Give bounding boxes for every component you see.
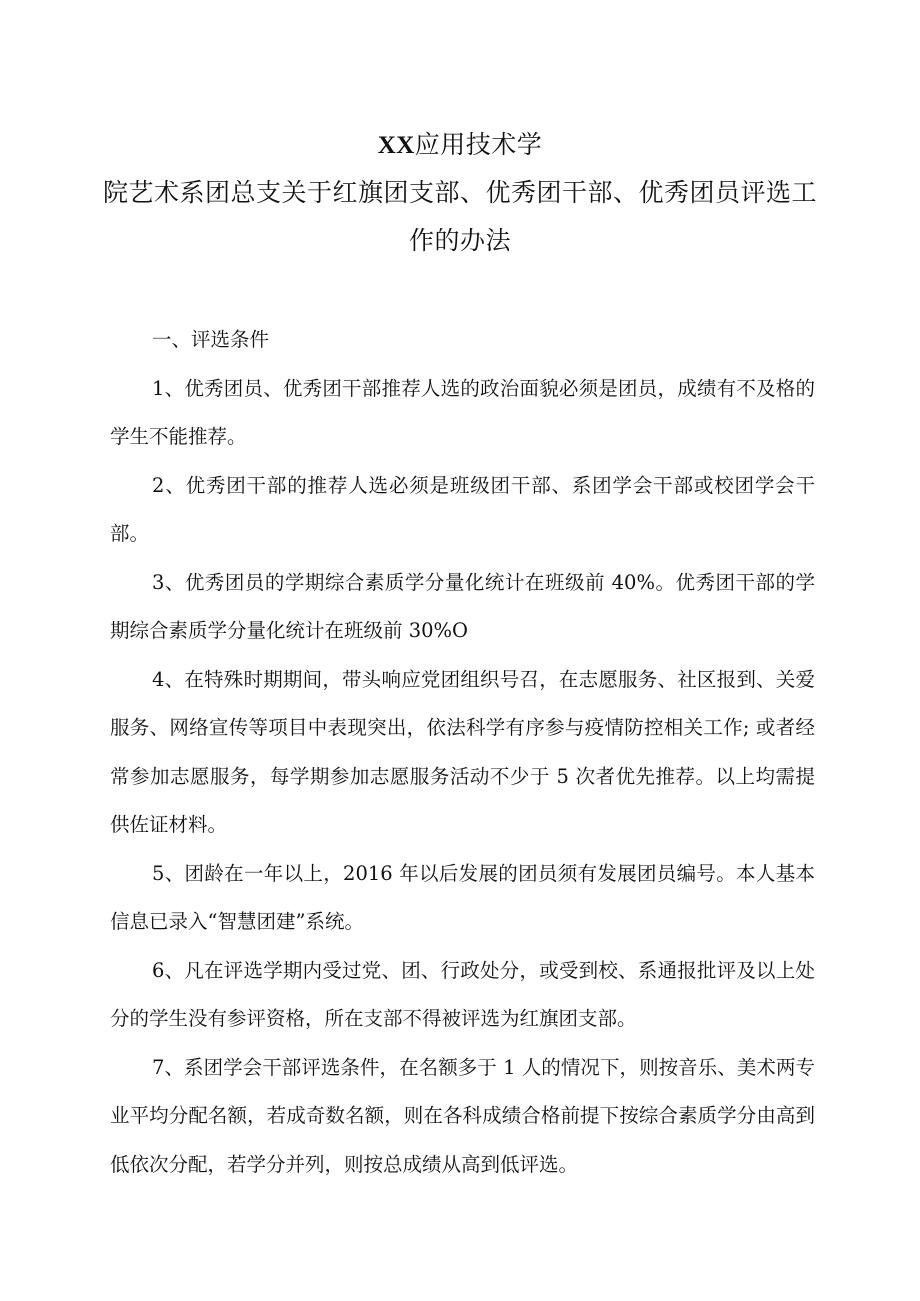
criterion-item: 1、优秀团员、优秀团干部推荐人选的政治面貌必须是团员，成绩有不及格的学生不能推荐。: [110, 376, 815, 448]
criterion-item: 3、优秀团员的学期综合素质学分量化统计在班级前 40%。优秀团干部的学期综合素质学分量化统计在班级前 30%O: [110, 570, 815, 642]
document-title-line-2: 院艺术系团总支关于红旗团支部、优秀团干部、优秀团员评选工: [102, 178, 817, 207]
criterion-item: 2、优秀团干部的推荐人选必须是班级团干部、系团学会干部或校团学会干部。: [110, 473, 815, 545]
document-body: [110, 316, 815, 1189]
document-title-line-1: [0, 121, 920, 170]
document-title-line-3: 作的办法: [408, 226, 511, 255]
criterion-item: 5、团龄在一年以上，2016 年以后发展的团员须有发展团员编号。本人基本信息已录入“智慧团建”系统。: [110, 861, 815, 933]
title-prefix: XX: [377, 132, 415, 159]
criterion-item: 4、在特殊时期期间，带头响应党团组织号召，在志愿服务、社区报到、关爱服务、网络宣传等项目中表现突出，依法科学有序参与疫情防控相关工作; 或者经常参加志愿服务，每学期参加志愿服务活动不少于 5 次者优先推荐。以上均需提供佐证材料。: [110, 667, 815, 836]
criterion-item: 7、系团学会干部评选条件，在名额多于 1 人的情况下，则按音乐、美术两专业平均分配名额，若成奇数名额，则在各科成绩合格前提下按综合素质学分由高到低依次分配，若学分并列，则按总成绩从高到低评选。: [110, 1055, 815, 1176]
title-line-1-text: 应用技术学: [414, 130, 543, 159]
criterion-item: 6、凡在评选学期内受过党、团、行政处分，或受到校、系通报批评及以上处分的学生没有参评资格，所在支部不得被评选为红旗团支部。: [110, 958, 815, 1030]
section-heading: 一、评选条件: [152, 328, 270, 351]
